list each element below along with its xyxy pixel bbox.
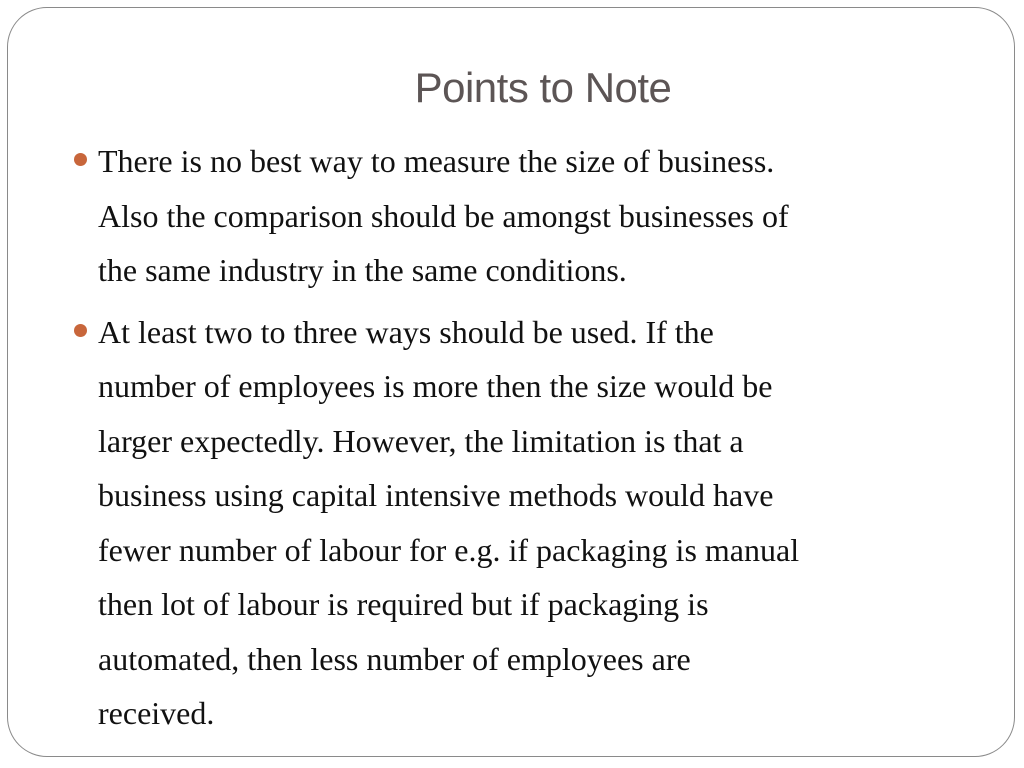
bullet-line: business using capital intensive methods would have	[98, 477, 774, 513]
bullet-line: At least two to three ways should be used. If the	[98, 313, 714, 350]
slide-title: Points to Note	[414, 64, 672, 111]
bullet-item	[98, 305, 998, 741]
bullet-dot-icon	[74, 324, 87, 337]
bullet-line: automated, then less number of employees are	[98, 640, 691, 677]
bullet-item	[98, 134, 998, 298]
bullet-line: fewer number of labour for e.g. if packaging is manual	[98, 531, 800, 568]
bullet-line: There is no best way to measure the size of business.	[98, 143, 775, 179]
bullet-dot-icon	[74, 153, 87, 166]
bullet-line: larger expectedly. However, the limitation is that a	[98, 422, 744, 459]
bullet-list	[98, 134, 998, 748]
bullet-line: Also the comparison should be amongst businesses of	[98, 197, 789, 234]
bullet-line: number of employees is more then the size would be	[98, 368, 773, 404]
bullet-line: the same industry in the same conditions.	[98, 252, 627, 288]
bullet-line: then lot of labour is required but if packaging is	[98, 586, 709, 622]
bullet-line: received.	[98, 695, 215, 731]
